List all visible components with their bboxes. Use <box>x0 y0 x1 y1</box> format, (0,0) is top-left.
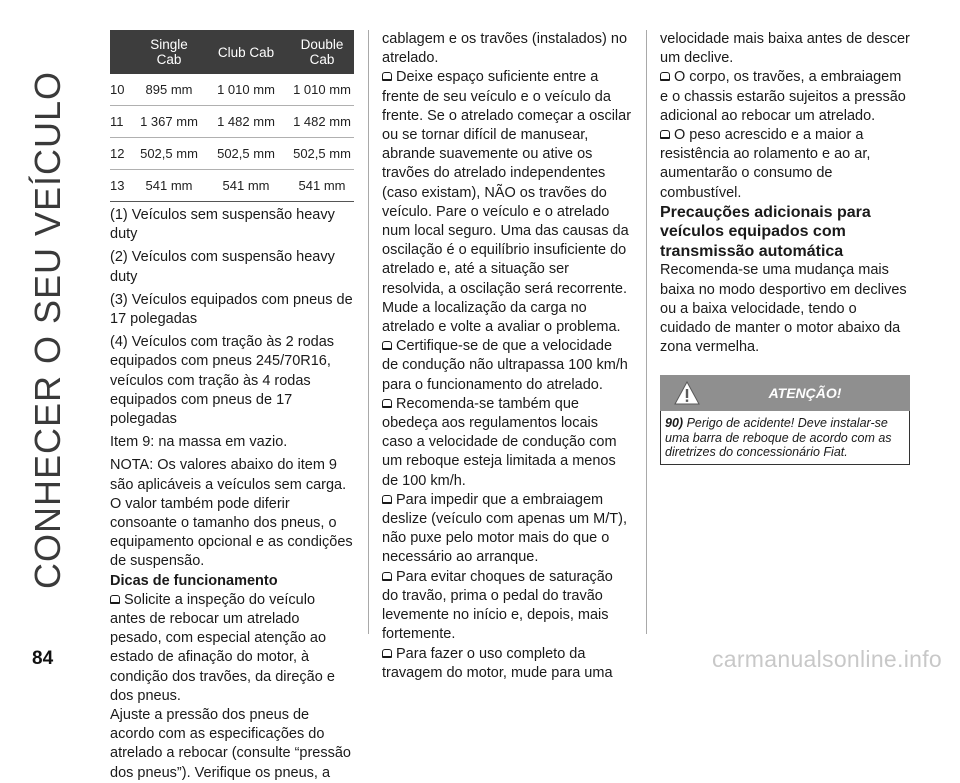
table-cell: 11 <box>110 106 136 138</box>
footnote: (2) Veículos com suspensão heavy duty <box>110 249 335 285</box>
table-cell: 502,5 mm <box>202 138 290 170</box>
list-item: Recomenda-se também que obedeça aos regulamentos locais caso a velocidade de condução com um reboque esteja limitada a menos de 100 km/h. <box>382 395 617 489</box>
warning-title: ATENÇÃO! <box>768 385 842 402</box>
table-cell: 541 mm <box>136 170 202 202</box>
table-cell: 13 <box>110 170 136 202</box>
section-heading: Precauções adicionais para veículos equipados com transmissão automática <box>660 203 871 260</box>
car-icon <box>382 399 392 408</box>
table-cell: 541 mm <box>290 170 354 202</box>
nota-paragraph: NOTA: Os valores abaixo do item 9 são aplicáveis a veículos sem carga. O valor também pode diferir consoante o tamanho dos pneus, o equipamento opcional e as condições de suspensão. <box>110 457 353 570</box>
car-icon <box>382 649 392 658</box>
warning-body <box>660 411 910 465</box>
warning-box <box>660 375 910 465</box>
table-header-row <box>110 30 354 74</box>
section-heading: Dicas de funcionamento <box>110 572 278 589</box>
body-paragraph: cablagem e os travões (instalados) no atrelado. <box>382 31 628 67</box>
table-cell: 12 <box>110 138 136 170</box>
car-icon <box>660 72 670 81</box>
warning-number: 90) <box>665 416 684 431</box>
table-cell: 1 482 mm <box>202 106 290 138</box>
car-icon <box>382 572 392 581</box>
warning-header <box>660 375 910 411</box>
table-cell: 1 482 mm <box>290 106 354 138</box>
car-icon <box>110 595 120 604</box>
list-item: Para fazer o uso completo da travagem do motor, mude para uma <box>382 645 613 681</box>
car-icon <box>382 72 392 81</box>
table-cell: 502,5 mm <box>136 138 202 170</box>
item-note: Item 9: na massa em vazio. <box>110 434 288 451</box>
body-paragraph: Recomenda-se uma mudança mais baixa no modo desportivo em declives ou a baixa velocidade, tendo o cuidado de manter o motor abaixo da zona vermelha. <box>660 262 907 356</box>
table-header-cell: Single Cab <box>136 30 202 74</box>
footnote: (4) Veículos com tração às 2 rodas equipados com pneus 245/70R16, veículos com tração às 4 rodas equipados com pneus de 17 polegadas <box>110 334 335 428</box>
column-3 <box>660 30 910 465</box>
body-paragraph: Solicite a inspeção do veículo antes de rebocar um atrelado pesado, com especial atenção ao estado de afinação do motor, à condição dos travões, da direção e dos pneus. <box>110 591 335 704</box>
table-header-cell: Club Cab <box>202 30 290 74</box>
body-paragraph: Ajuste a pressão dos pneus de acordo com as especificações do atrelado a rebocar (consulte “pressão dos pneus”). Verifique os pneus, a <box>110 707 351 781</box>
dimensions-table <box>110 30 354 202</box>
table-header-cell: Double Cab <box>290 30 354 74</box>
list-item: Para evitar choques de saturação do travão, prima o pedal do travão levemente no início e, depois, mais fortemente. <box>382 568 613 643</box>
warning-text: Perigo de acidente! Deve instalar-se uma barra de reboque de acordo com as diretrizes do concessionário Fiat. <box>665 416 892 460</box>
table-row <box>110 138 354 170</box>
page-number: 84 <box>32 648 54 669</box>
car-icon <box>660 130 670 139</box>
warning-triangle-icon <box>674 381 700 405</box>
car-icon <box>382 341 392 350</box>
table-cell: 502,5 mm <box>290 138 354 170</box>
list-item: Certifique-se de que a velocidade de condução não ultrapassa 100 km/h para o funcionamento do atrelado. <box>382 338 628 393</box>
list-item: Deixe espaço suficiente entre a frente de seu veículo e o veículo da frente. Se o atrelado começar a oscilar ou se tornar difícil de manusear, abrande suavemente ou ative os travões do atrelado independentes (caso existam), NÃO os travões do veículo. Pare o veículo e o atrelado num local seguro. Uma das causas da oscilação é o equilíbrio insuficiente do atrelado e, até a situação ser resolvida, a oscilação será recorrente. Mude a localização da carga no atrelado e volte a avaliar o problema. <box>382 69 632 336</box>
column-divider <box>646 30 647 634</box>
table-cell: 541 mm <box>202 170 290 202</box>
section-side-title: CONHECER O SEU VEÍCULO <box>27 70 68 590</box>
footnote: (1) Veículos sem suspensão heavy duty <box>110 207 335 243</box>
list-item: O peso acrescido e a maior a resistência ao rolamento e ao ar, aumentarão o consumo de combustível. <box>660 127 871 201</box>
table-cell: 1 010 mm <box>202 74 290 106</box>
table-cell: 1 010 mm <box>290 74 354 106</box>
table-row <box>110 106 354 138</box>
table-header-cell <box>110 30 136 74</box>
footnote: (3) Veículos equipados com pneus de 17 polegadas <box>110 291 353 328</box>
list-item: Para impedir que a embraiagem deslize (veículo com apenas um M/T), não puxe pelo motor mais do que o necessário ao arranque. <box>382 491 627 566</box>
column-2 <box>382 30 632 683</box>
car-icon <box>382 495 392 504</box>
table-row <box>110 74 354 106</box>
table-row <box>110 170 354 202</box>
table-cell: 895 mm <box>136 74 202 106</box>
list-item: O corpo, os travões, a embraiagem e o chassis estarão sujeitos a pressão adicional ao rebocar um atrelado. <box>660 69 906 124</box>
table-cell: 1 367 mm <box>136 106 202 138</box>
column-divider <box>368 30 369 634</box>
body-paragraph: velocidade mais baixa antes de descer um declive. <box>660 31 910 67</box>
column-1 <box>110 30 354 783</box>
watermark: carmanualsonline.info <box>711 646 942 672</box>
table-cell: 10 <box>110 74 136 106</box>
